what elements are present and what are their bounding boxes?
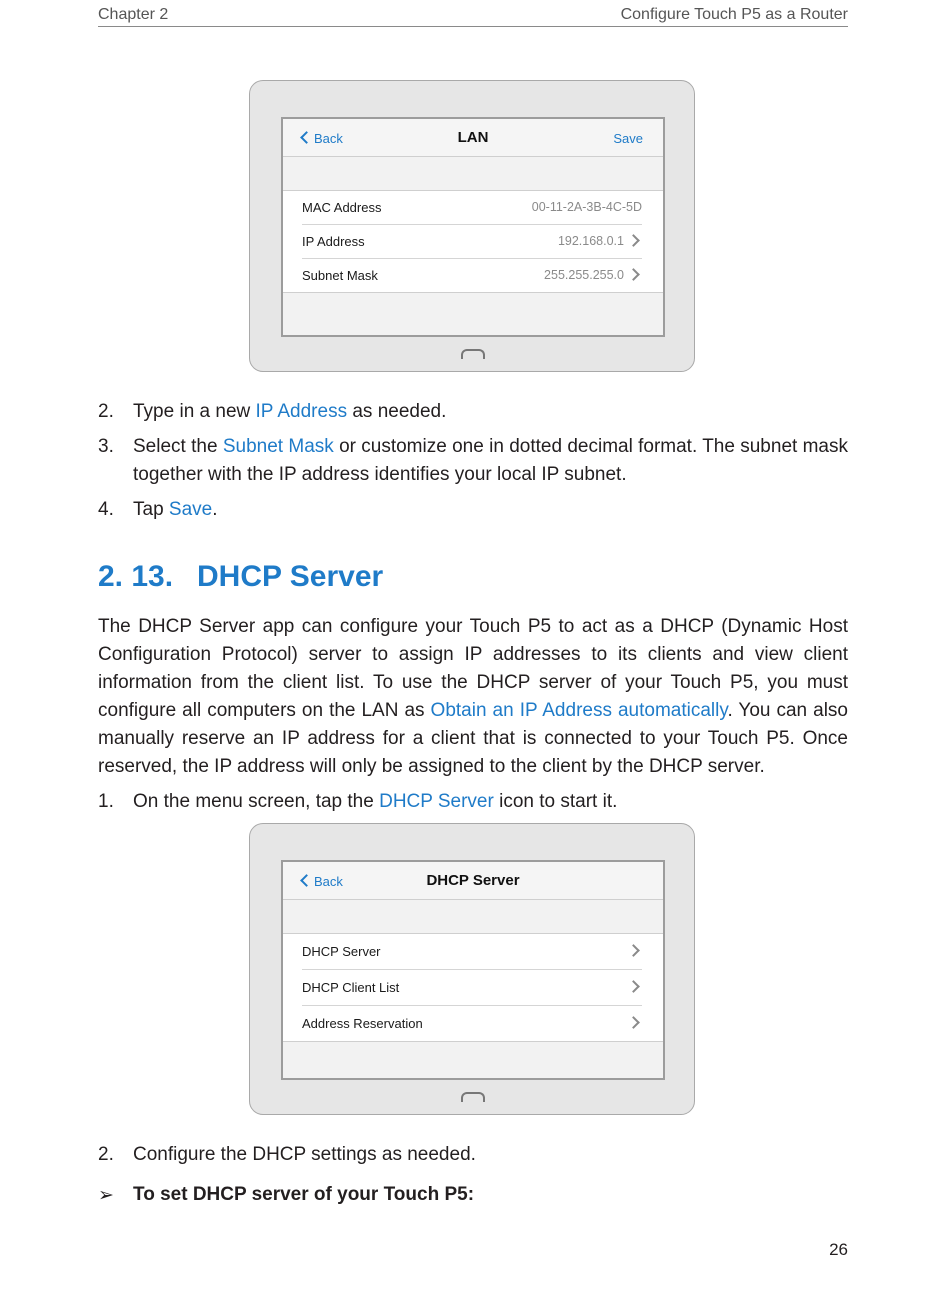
step-text xyxy=(133,433,848,489)
back-label: Back xyxy=(314,874,343,889)
row-label: Address Reservation xyxy=(302,1016,423,1031)
subnet-mask-value: 255.255.255.0 xyxy=(544,268,624,282)
subnet-mask-link: Subnet Mask xyxy=(222,436,334,457)
row-label: DHCP Client List xyxy=(302,980,400,995)
text: The DHCP Server app can configure your Touch P5 to act as a DHCP (Dynamic Host Configuration Protocol) server to assign IP addresses to its clients and view client information from the client list. To use the DHCP server of your Touch P5, you must configure all computers on the LAN as xyxy=(98,616,848,721)
section-label: Configure Touch P5 as a Router xyxy=(620,6,848,23)
mac-address-row xyxy=(302,191,642,225)
lan-title: LAN xyxy=(457,129,489,146)
dhcp-screen xyxy=(281,860,665,1080)
text: Select the xyxy=(133,436,223,457)
home-button-icon xyxy=(461,349,485,359)
ip-address-row[interactable] xyxy=(302,225,642,259)
text: or customize one in dotted decimal format. The subnet mask together with the IP address identifies your local IP subnet. xyxy=(133,436,848,485)
lan-settings-list xyxy=(283,190,663,293)
step-4 xyxy=(98,496,848,524)
step-text xyxy=(133,788,848,816)
lan-navbar xyxy=(283,119,663,157)
lan-device-frame xyxy=(249,80,695,372)
back-label: Back xyxy=(314,131,343,146)
save-button[interactable]: Save xyxy=(613,131,643,146)
row-label: IP Address xyxy=(302,234,365,249)
page-header xyxy=(98,4,848,27)
chevron-right-icon xyxy=(627,234,640,247)
chevron-right-icon xyxy=(627,1016,640,1029)
step-number: 1. xyxy=(98,791,114,812)
text: . You can also manually reserve an IP address for a client that is connected to your Touch P5. Once reserved, the IP address will only be assigned to the client by the DHCP server. xyxy=(98,700,848,777)
obtain-ip-link: Obtain an IP Address automatically xyxy=(430,700,728,721)
row-label: DHCP Server xyxy=(302,944,381,959)
step-2b xyxy=(98,1141,848,1169)
ip-address-link: IP Address xyxy=(255,401,348,422)
text: Type in a new xyxy=(133,401,256,422)
chapter-label: Chapter 2 xyxy=(98,6,169,23)
home-button-icon xyxy=(461,1092,485,1102)
step-number: 2. xyxy=(98,401,114,422)
step-3 xyxy=(98,433,848,489)
save-link: Save xyxy=(168,499,213,520)
text: Tap xyxy=(133,499,169,520)
step-text xyxy=(133,398,848,426)
chevron-right-icon xyxy=(627,268,640,281)
address-reservation-row[interactable] xyxy=(302,1006,642,1041)
ip-address-value: 192.168.0.1 xyxy=(557,234,624,248)
page-number: 26 xyxy=(829,1240,848,1259)
dhcp-navbar xyxy=(283,862,663,900)
sub-heading-text: To set DHCP server of your Touch P5: xyxy=(133,1184,475,1205)
step-number: 2. xyxy=(98,1144,114,1165)
dhcp-menu-list xyxy=(283,933,663,1042)
step-text xyxy=(133,496,848,524)
text: . xyxy=(212,499,218,520)
mac-address-value: 00-11-2A-3B-4C-5D xyxy=(531,200,642,214)
arrow-bullet-icon: ➢ xyxy=(98,1185,114,1206)
row-label: Subnet Mask xyxy=(302,268,378,283)
section-number: 2. 13. xyxy=(98,560,174,593)
dhcp-server-link: DHCP Server xyxy=(379,791,494,812)
intro-paragraph xyxy=(98,613,848,781)
lan-screen xyxy=(281,117,665,337)
text: as needed. xyxy=(347,401,447,422)
step-text: Configure the DHCP settings as needed. xyxy=(133,1144,476,1165)
step-2 xyxy=(98,398,848,426)
chevron-right-icon xyxy=(627,980,640,993)
row-label: MAC Address xyxy=(302,200,382,215)
step-1 xyxy=(98,788,848,816)
subnet-mask-row[interactable] xyxy=(302,259,642,292)
chevron-right-icon xyxy=(627,944,640,957)
step-number: 3. xyxy=(98,436,114,457)
step-number: 4. xyxy=(98,499,114,520)
section-heading xyxy=(98,560,383,594)
sub-heading xyxy=(98,1184,474,1206)
text: icon to start it. xyxy=(493,791,618,812)
dhcp-client-list-row[interactable] xyxy=(302,970,642,1006)
section-title: DHCP Server xyxy=(197,560,384,593)
dhcp-title: DHCP Server xyxy=(426,872,520,889)
dhcp-device-frame xyxy=(249,823,695,1115)
dhcp-server-row[interactable] xyxy=(302,934,642,970)
text: On the menu screen, tap the xyxy=(133,791,380,812)
